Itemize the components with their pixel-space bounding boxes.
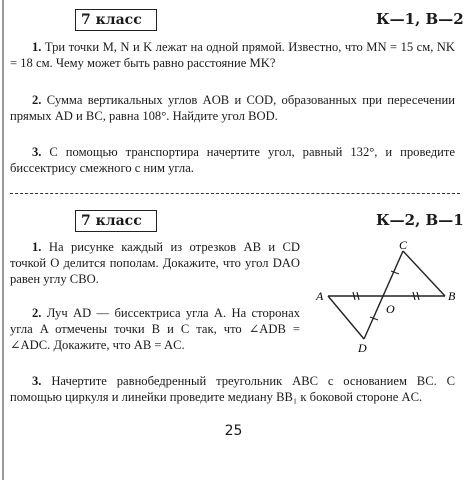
task-1-3 bbox=[10, 145, 455, 177]
task-1-1 bbox=[10, 40, 455, 72]
task-text: На рисунке каждый из отрезков AB и CD точкой O делится пополам. Докажите, что угол DAO равен углу CBO. bbox=[10, 240, 300, 286]
geometry-figure bbox=[300, 240, 460, 360]
variant-label-2: К—2, В—1 bbox=[376, 211, 464, 229]
segment-ad bbox=[328, 296, 364, 339]
task-number: 2. bbox=[32, 93, 42, 107]
task-2-1 bbox=[10, 240, 300, 287]
task-2-3 bbox=[10, 374, 455, 406]
point-label-a: A bbox=[316, 289, 324, 303]
page-binding-edge bbox=[2, 0, 4, 480]
task-text: С помощью транспортира начертите угол, равный 132°, и проведите биссектрису смежного с ним угла. bbox=[10, 145, 455, 175]
task-number: 1. bbox=[32, 40, 42, 54]
task-text: Луч AD — биссектриса угла A. На сторонах угла A отмечены точки B и C так, что ∠ADB = ∠ADC. Докажите, что AB = AC. bbox=[10, 306, 300, 352]
point-label-b: B bbox=[448, 289, 456, 303]
segment-cb bbox=[403, 251, 445, 296]
grade-label-1: 7 класс bbox=[75, 9, 157, 31]
tick-mark bbox=[391, 271, 399, 274]
task-text: Начертите равнобедренный треугольник ABC с основанием BC. С помощью циркуля и линейки проведите медиану BB₁ к боковой стороне AC. bbox=[10, 374, 455, 404]
point-label-o: O bbox=[386, 302, 395, 316]
task-text: Три точки M, N и K лежат на одной прямой. Известно, что MN = 15 см, NK = 18 см. Чему может быть равно расстояние MK? bbox=[10, 40, 455, 70]
task-number: 2. bbox=[32, 306, 42, 320]
task-text: Сумма вертикальных углов AOB и COD, образованных при пересечении прямых AD и BC, равна 108°. Найдите угол BOD. bbox=[10, 93, 455, 123]
task-number: 3. bbox=[32, 374, 42, 388]
variant-label-1: К—1, В—2 bbox=[376, 10, 464, 28]
task-1-2 bbox=[10, 93, 455, 125]
point-label-d: D bbox=[358, 341, 367, 355]
task-2-2 bbox=[10, 306, 300, 353]
page-number: 25 bbox=[224, 423, 243, 439]
grade-label-2: 7 класс bbox=[75, 210, 157, 232]
cut-line-divider bbox=[10, 193, 460, 194]
segment-cd bbox=[364, 251, 403, 339]
point-label-c: C bbox=[398, 240, 408, 252]
task-number: 3. bbox=[32, 145, 42, 159]
task-number: 1. bbox=[32, 240, 42, 254]
